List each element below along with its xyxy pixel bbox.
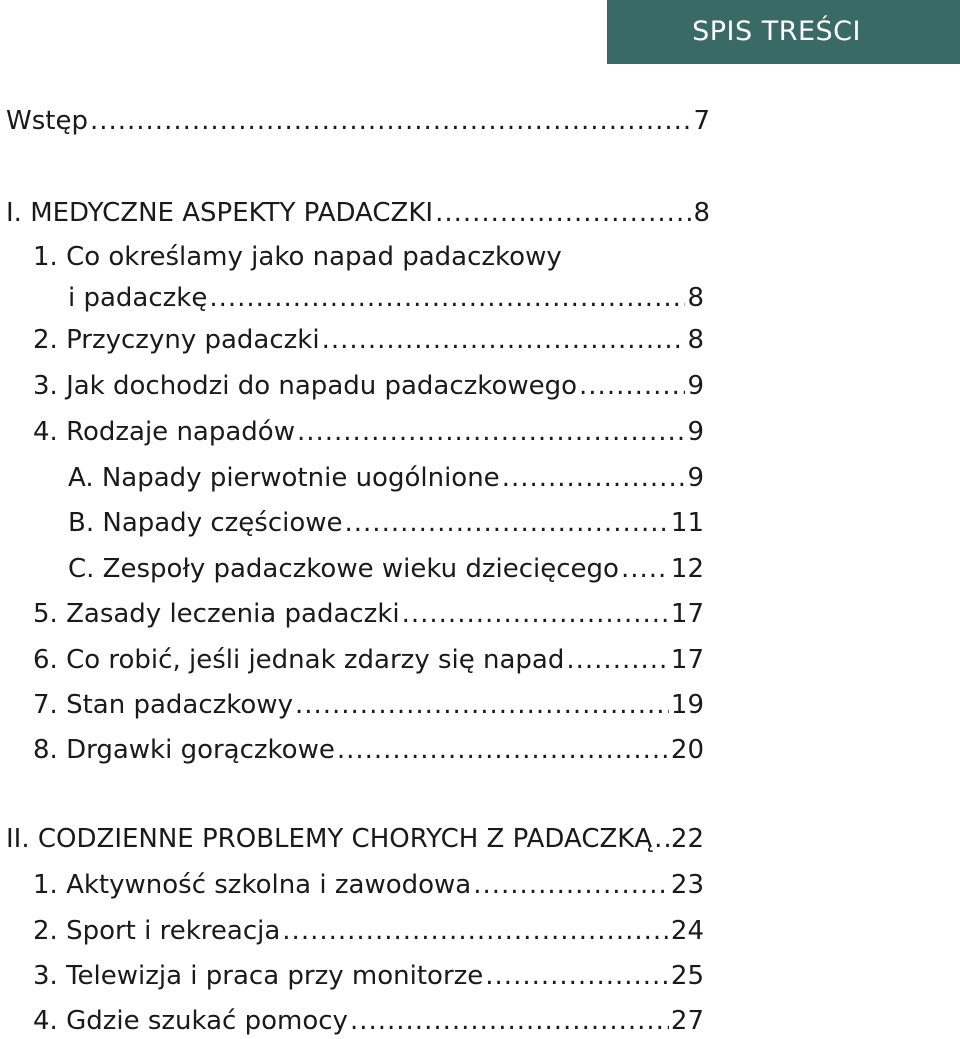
toc-entry[interactable] xyxy=(33,688,704,722)
toc-leader-dots xyxy=(343,506,669,540)
toc-entry[interactable] xyxy=(33,369,704,403)
toc-leader-dots xyxy=(577,369,685,403)
toc-leader-dots xyxy=(335,733,669,767)
toc-leader-dots xyxy=(400,597,669,631)
toc-leader-dots xyxy=(619,552,669,586)
toc-section-label: II. CODZIENNE PROBLEMY CHORYCH Z PADACZKĄ xyxy=(6,824,653,854)
toc-page-number: 23 xyxy=(670,870,704,900)
toc-entry-label: 2. Przyczyny padaczki xyxy=(33,325,320,355)
toc-page-number: 24 xyxy=(670,916,704,946)
toc-page-number: 17 xyxy=(670,645,704,675)
toc-leader-dots xyxy=(471,868,669,902)
toc-entry-label: A. Napady pierwotnie uogólnione xyxy=(68,463,500,493)
toc-entry-label: 4. Gdzie szukać pomocy xyxy=(33,1006,348,1036)
toc-page-number: 9 xyxy=(687,371,704,401)
toc-subentry[interactable] xyxy=(68,461,704,495)
toc-leader-dots xyxy=(500,461,686,495)
toc-section-label: I. MEDYCZNE ASPEKTY PADACZKI xyxy=(6,198,434,228)
toc-leader-dots xyxy=(320,323,686,357)
toc-entry[interactable] xyxy=(33,415,704,449)
toc-entry-label: 8. Drgawki gorączkowe xyxy=(33,735,335,765)
toc-entry-label: 4. Rodzaje napadów xyxy=(33,417,295,447)
toc-leader-dots xyxy=(88,104,692,138)
toc-entry[interactable] xyxy=(33,323,704,357)
toc-page-number: 19 xyxy=(670,690,704,720)
toc-entry-intro[interactable] xyxy=(6,104,710,138)
toc-subentry[interactable] xyxy=(68,506,704,540)
toc-page-number: 7 xyxy=(693,106,710,136)
toc-entry[interactable] xyxy=(33,914,704,948)
toc-leader-dots xyxy=(564,643,669,677)
toc-subentry[interactable] xyxy=(68,552,704,586)
toc-entry-label: i padaczkę xyxy=(68,283,208,313)
toc-page-number: 25 xyxy=(670,961,704,991)
toc-entry[interactable] xyxy=(68,281,704,315)
toc-entry-label: 3. Jak dochodzi do napadu padaczkowego xyxy=(33,371,578,401)
toc-page-number: 11 xyxy=(670,508,704,538)
toc-entry[interactable] xyxy=(33,733,704,767)
toc-leader-dots xyxy=(433,196,691,230)
toc-page-number: 9 xyxy=(687,417,704,447)
toc-page-number: 27 xyxy=(670,1006,704,1036)
toc-leader-dots xyxy=(207,281,685,315)
toc-leader-dots xyxy=(293,688,669,722)
page-title: SPIS TREŚCI xyxy=(692,16,861,47)
toc-page-number: 8 xyxy=(687,283,704,313)
toc-entry[interactable] xyxy=(33,240,710,274)
toc-page-number: 8 xyxy=(687,325,704,355)
toc-page-number: 17 xyxy=(670,599,704,629)
toc-page-number: 20 xyxy=(670,735,704,765)
toc-section-heading-2[interactable] xyxy=(6,822,704,856)
toc-entry-label: C. Zespoły padaczkowe wieku dziecięcego xyxy=(68,554,619,584)
toc-page-number: 8 xyxy=(693,198,710,228)
toc-entry[interactable] xyxy=(33,1004,704,1038)
toc-entry[interactable] xyxy=(33,959,704,993)
toc-entry-label: 3. Telewizja i praca przy monitorze xyxy=(33,961,484,991)
toc-page-number: 22 xyxy=(670,824,704,854)
toc-entry-label: 1. Co określamy jako napad padaczkowy xyxy=(33,242,562,272)
toc-entry[interactable] xyxy=(33,868,704,902)
toc-leader-dots xyxy=(348,1004,669,1038)
toc-entry[interactable] xyxy=(33,643,704,677)
toc-entry-label: 1. Aktywność szkolna i zawodowa xyxy=(33,870,472,900)
toc-leader-dots xyxy=(652,822,669,856)
toc-entry-label: B. Napady częściowe xyxy=(68,508,343,538)
toc-entry[interactable] xyxy=(33,597,704,631)
toc-section-heading-1[interactable] xyxy=(6,196,710,230)
toc-page-number: 12 xyxy=(670,554,704,584)
toc-entry-label: 5. Zasady leczenia padaczki xyxy=(33,599,400,629)
toc-page-number: 9 xyxy=(687,463,704,493)
toc-leader-dots xyxy=(483,959,669,993)
toc-entry-label: 6. Co robić, jeśli jednak zdarzy się napad xyxy=(33,645,565,675)
toc-entry-label: Wstęp xyxy=(6,106,88,136)
toc-entry-label: 7. Stan padaczkowy xyxy=(33,690,293,720)
toc-leader-dots xyxy=(280,914,669,948)
toc-leader-dots xyxy=(295,415,685,449)
toc-entry-label: 2. Sport i rekreacja xyxy=(33,916,281,946)
